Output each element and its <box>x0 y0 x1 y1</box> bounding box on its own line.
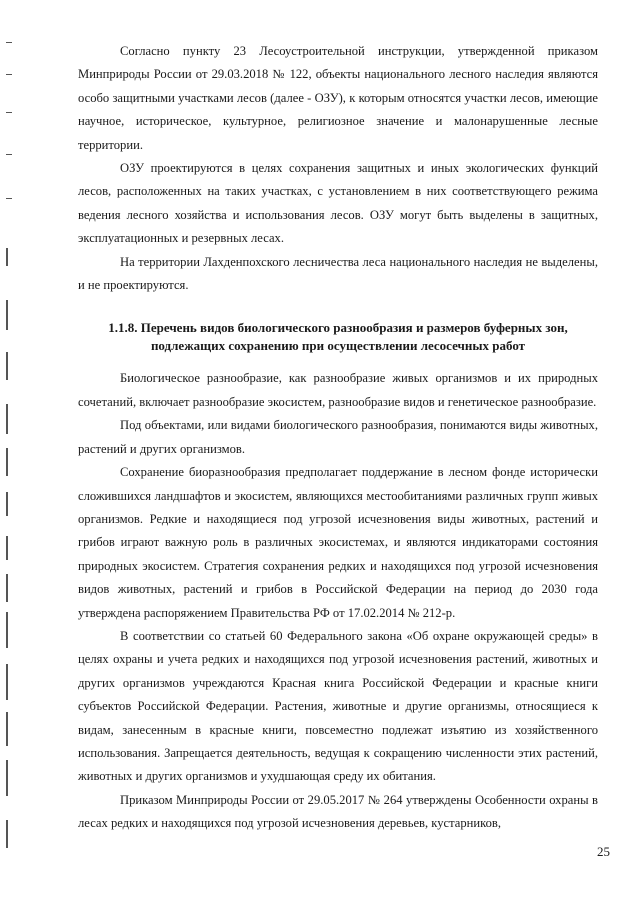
section-heading-line: подлежащих сохранению при осуществлении лесосечных работ <box>150 338 526 354</box>
margin-mark <box>6 492 8 516</box>
margin-mark <box>6 112 12 113</box>
paragraph: ОЗУ проектируются в целях сохранения защитных и иных экологических функций лесов, расположенных на таких участках, с установлением в них соответствующего режима ведения лесного хозяйства и использования лесов. ОЗУ могут быть выделены в защитных, эксплуатационных и резервных лесах. <box>78 161 598 246</box>
margin-mark <box>6 612 8 648</box>
margin-mark <box>6 760 8 796</box>
paragraph: Согласно пункту 23 Лесоустроительной инструкции, утвержденной приказом Минприроды России от 29.03.2018 № 122, объекты национального лесного наследия являются особо защитными участками лесов (далее - ОЗУ), к которым относятся участки лесов, имеющие научное, историческое, культурное, религиозное значение и малонарушенные лесные территории. <box>78 44 598 152</box>
margin-mark <box>6 574 8 602</box>
margin-mark <box>6 712 8 746</box>
paragraph: На территории Лахденпохского лесничества леса национального наследия не выделены, и не проектируются. <box>78 254 598 293</box>
section-heading-line: 1.1.8. Перечень видов биологического разнообразия и размеров буферных зон, <box>108 320 568 336</box>
margin-mark <box>6 536 8 560</box>
margin-mark <box>6 820 8 848</box>
margin-mark <box>6 664 8 700</box>
margin-mark <box>6 448 8 476</box>
paragraph: Под объектами, или видами биологического разнообразия, понимаются виды животных, растений и других организмов. <box>78 418 598 456</box>
margin-mark <box>6 404 8 434</box>
margin-mark <box>6 300 8 330</box>
paragraph: Биологическое разнообразие, как разнообразие живых организмов и их природных сочетаний, включает разнообразие экосистем, разнообразие видов и генетическое разнообразие. <box>78 371 598 409</box>
paragraph: В соответствии со статьей 60 Федерального закона «Об охране окружающей среды» в целях охраны и учета редких и находящихся под угрозой исчезновения растений, животных и других организмов учреждаются Красная книга Российской Федерации и красные книги субъектов Российской Федерации. Растения, животные и другие организмы, относящиеся к видам, занесенным в красные книги, повсеместно подлежат изъятию из хозяйственного использования. Запрещается деятельность, ведущая к сокращению численности этих растений, животных и других организмов и ухудшающая среду их обитания. <box>78 628 598 784</box>
margin-mark <box>6 74 12 75</box>
paragraph: Сохранение биоразнообразия предполагает поддержание в лесном фонде исторически сложившихся ландшафтов и экосистем, являющихся местообитаниями различных групп живых организмов. Редкие и находящиеся под угрозой исчезновения виды животных, растений и грибов играют важную роль в различных экосистемах, и являются индикаторами состояния природных экосистем. Стратегия сохранения редких и находящихся под угрозой исчезновения видов животных, растений и грибов в Российской Федерации на период до 2030 года утверждена распоряжением Правительства РФ от 17.02.2014 № 212-р. <box>78 465 598 620</box>
margin-mark <box>6 352 8 380</box>
paragraph: Приказом Минприроды России от 29.05.2017 № 264 утверждены Особенности охраны в лесах редких и находящихся под угрозой исчезновения деревьев, кустарников, <box>78 792 598 831</box>
page-content <box>78 40 598 836</box>
margin-mark <box>6 198 12 199</box>
page-number: 25 <box>597 844 610 859</box>
margin-mark <box>6 248 8 266</box>
margin-mark <box>6 154 12 155</box>
margin-mark <box>6 42 12 43</box>
section-heading <box>78 319 598 355</box>
